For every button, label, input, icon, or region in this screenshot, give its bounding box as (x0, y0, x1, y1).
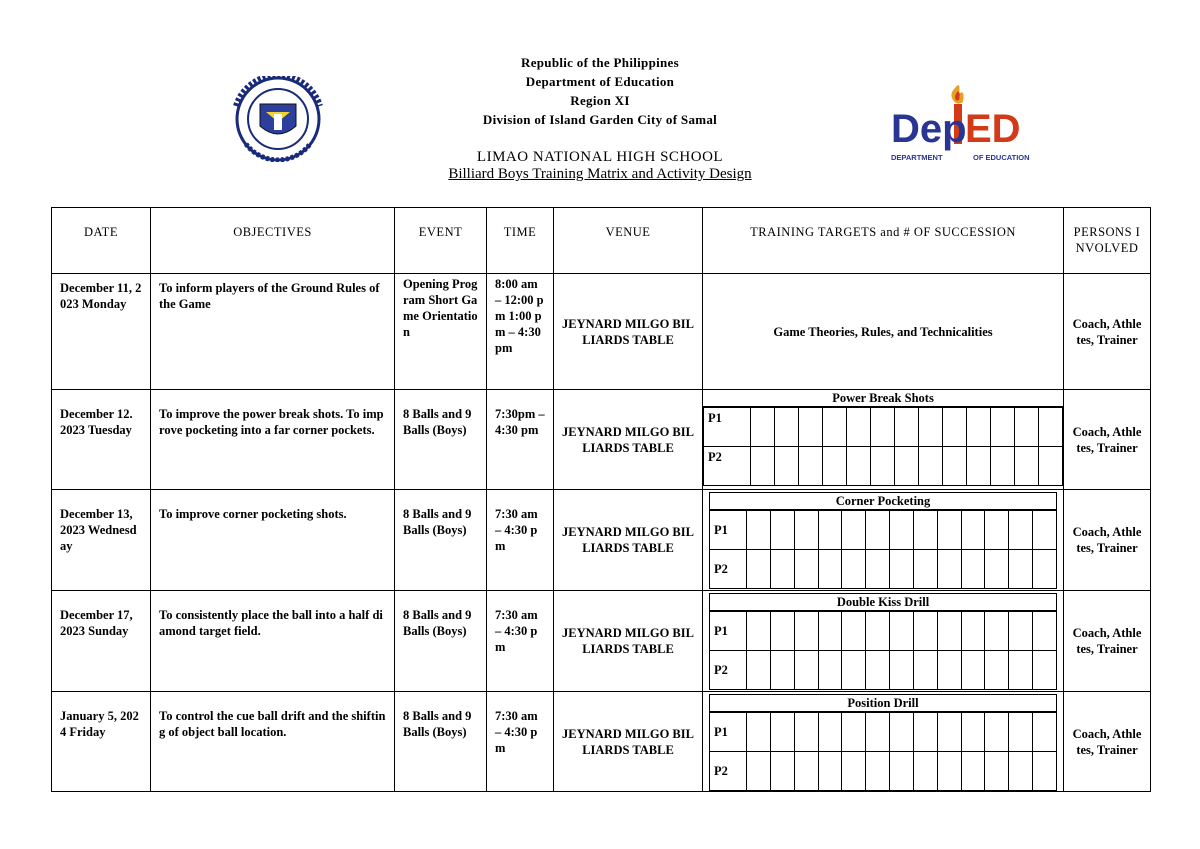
row-date: December 13, 2023 Wednesday (52, 490, 151, 591)
row-event: 8 Balls and 9 Balls (Boys) (395, 490, 487, 591)
deped-logo (887, 80, 1032, 166)
kagawaran-seal-logo (218, 76, 338, 162)
row-time: 7:30 am – 4:30 pm (487, 591, 554, 692)
row-persons: Coach, Athletes, Trainer (1064, 390, 1151, 490)
header-region: Region XI (570, 93, 630, 108)
col-targets: TRAINING TARGETS and # OF SUCCESSION (703, 208, 1064, 274)
row-objectives: To consistently place the ball into a half diamond target field. (151, 591, 395, 692)
col-date: DATE (52, 208, 151, 274)
row-venue: JEYNARD MILGO BILLIARDS TABLE (554, 490, 703, 591)
table-row (52, 591, 1151, 692)
svg-text:DEPARTMENT: DEPARTMENT (891, 153, 943, 162)
row-target-grid (703, 490, 1064, 591)
row-time: 7:30 am – 4:30 pm (487, 490, 554, 591)
svg-text:Dep: Dep (891, 107, 967, 151)
row-persons: Coach, Athletes, Trainer (1064, 591, 1151, 692)
track-title: Double Kiss Drill (709, 593, 1057, 611)
col-objectives: OBJECTIVES (151, 208, 395, 274)
svg-text:ED: ED (965, 107, 1021, 151)
row-objectives: To improve the power break shots. To improve pocketing into a far corner pockets. (151, 390, 395, 490)
row-objectives: To inform players of the Ground Rules of the Game (151, 274, 395, 390)
row-target-grid (703, 591, 1064, 692)
player-label: P1 (710, 511, 747, 550)
track-title: Corner Pocketing (709, 492, 1057, 510)
player-label: P1 (704, 408, 751, 447)
col-event: EVENT (395, 208, 487, 274)
row-time: 7:30pm – 4:30 pm (487, 390, 554, 490)
row-venue: JEYNARD MILGO BILLIARDS TABLE (554, 274, 703, 390)
row-target: Game Theories, Rules, and Technicalities (703, 274, 1064, 390)
row-date: December 11, 2023 Monday (52, 274, 151, 390)
player-label: P2 (710, 752, 747, 791)
succession-grid (703, 407, 1063, 486)
row-persons: Coach, Athletes, Trainer (1064, 274, 1151, 390)
player-label: P2 (710, 651, 747, 690)
table-row (52, 274, 1151, 390)
table-row (52, 490, 1151, 591)
row-target-grid (703, 692, 1064, 792)
row-venue: JEYNARD MILGO BILLIARDS TABLE (554, 692, 703, 792)
training-matrix-table (51, 207, 1151, 792)
table-row (52, 390, 1151, 490)
document-title: Billiard Boys Training Matrix and Activity Design (448, 166, 752, 182)
header-division: Division of Island Garden City of Samal (482, 112, 718, 127)
track-title: Position Drill (709, 694, 1057, 712)
row-event: Opening Program Short Game Orientation (395, 274, 487, 390)
row-persons: Coach, Athletes, Trainer (1064, 490, 1151, 591)
player-label: P1 (710, 612, 747, 651)
row-event: 8 Balls and 9 Balls (Boys) (395, 692, 487, 792)
col-time: TIME (487, 208, 554, 274)
row-target-grid (703, 390, 1064, 490)
row-objectives: To control the cue ball drift and the shifting of object ball location. (151, 692, 395, 792)
succession-grid (709, 611, 1057, 690)
row-event: 8 Balls and 9 Balls (Boys) (395, 390, 487, 490)
player-label: P2 (704, 447, 751, 486)
succession-grid (709, 712, 1057, 791)
row-venue: JEYNARD MILGO BILLIARDS TABLE (554, 591, 703, 692)
header-department: Department of Education (525, 74, 675, 89)
svg-text:OF EDUCATION: OF EDUCATION (973, 153, 1030, 162)
col-persons: PERSONS INVOLVED (1064, 208, 1151, 274)
track-title: Power Break Shots (703, 390, 1063, 407)
row-date: January 5, 2024 Friday (52, 692, 151, 792)
school-name: LIMAO NATIONAL HIGH SCHOOL (476, 149, 724, 165)
row-time: 7:30 am – 4:30 pm (487, 692, 554, 792)
table-header-row (52, 208, 1151, 274)
row-date: December 12. 2023 Tuesday (52, 390, 151, 490)
player-label: P2 (710, 550, 747, 589)
header-republic: Republic of the Philippines (521, 55, 679, 70)
row-persons: Coach, Athletes, Trainer (1064, 692, 1151, 792)
row-time: 8:00 am – 12:00 pm 1:00 pm – 4:30 pm (487, 274, 554, 390)
row-event: 8 Balls and 9 Balls (Boys) (395, 591, 487, 692)
succession-grid (709, 510, 1057, 589)
table-row (52, 692, 1151, 792)
row-objectives: To improve corner pocketing shots. (151, 490, 395, 591)
player-label: P1 (710, 713, 747, 752)
row-venue: JEYNARD MILGO BILLIARDS TABLE (554, 390, 703, 490)
col-venue: VENUE (554, 208, 703, 274)
row-date: December 17, 2023 Sunday (52, 591, 151, 692)
